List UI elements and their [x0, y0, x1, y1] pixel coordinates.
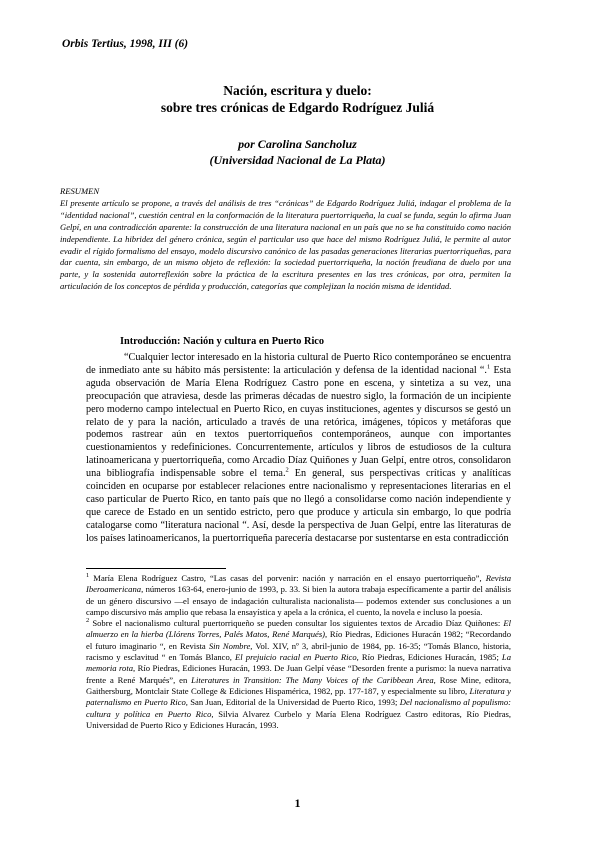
footnote-text: , Silvia Alvarez Curbelo y María Elena Rodríguez Castro editoras, Río Piedras, Universidad de Puerto Rico y Ediciones Huracán, 1993.: [86, 708, 511, 730]
body-text-part: “Cualquier lector interesado en la historia cultural de Puerto Rico contemporáneo se encuentra de inmediato ante su hábito más persistente: la articulación y defensa de la identidad nacional “.: [86, 352, 511, 376]
body-paragraph: [86, 352, 511, 546]
footnote-text: , Río Piedras, Ediciones Huracán, 1985;: [356, 652, 502, 663]
abstract-text: El presente artículo se propone, a través del análisis de tres “crónicas” de Edgardo Rodríguez Juliá, indagar el problema de la “identidad nacional”, cuestión central en la conformación de la literatura puertorriqueña, la cual se funda, según lo afirma Juan Gelpí, en una contradicción aparente: la construcción de una literatura nacional en un país que no se ha constituido como nación independiente. La hibridez del género crónica, según el particular uso que hace del mismo Rodríguez Juliá, le permite al autor evadir el rígido formalismo del ensayo, modelo discursivo canónico de las pasadas generaciones literarias puertorriqueñas, para dar cuenta, sin embargo, de un mismo objeto de reflexión: la sociedad puertorriqueña, la noción freudiana de duelo por una parte, y la sostenida autorreflexión sobre la práctica de la escritura presentes en las tres crónicas, por otra, permiten la articulación de los conceptos de pérdida y producción, categorías que complejizan la noción misma de identidad.: [60, 197, 511, 292]
footnote-title: Sin Nombre: [208, 640, 251, 651]
footnote-text: , números 163-64, enero-junio de 1993, p. 33. Si bien la autora trabaja específicamente a partir del análisis de un género discursivo —el ensayo de indagación culturalista nacionalista— podemos extender sus conclusiones a un campo discursivo más amplio que rebasa la ensayística y apela a la crónica, el cuento, la novela e incluso la poesía.: [86, 584, 511, 617]
abstract-label: RESUMEN: [60, 186, 100, 196]
footnote-text: , Rose Mine, editora, Gaithersburg, Montclair State College & Ediciones Hispamérica, 1982, pp. 177-187, y especialmente su libro,: [86, 674, 511, 696]
footnote-text: , Vol. XIV, nº 3, abril-junio de 1984, pp. 16-35; “Tomás Blanco, historia, racismo y esclavitud “ en Tomás Blanco,: [86, 640, 511, 663]
author-block: [60, 136, 535, 168]
title-line-2: sobre tres crónicas de Edgardo Rodríguez Juliá: [160, 100, 435, 115]
page-number: 1: [294, 796, 301, 810]
footnote-ref-2[interactable]: 2: [285, 466, 289, 474]
footnote-title: Del nacionalismo al populismo: cultura y política en Puerto Rico: [86, 697, 511, 719]
footnote-text: María Elena Rodríguez Castro, “Las casas del porvenir: nación y narración en el ensayo puertorriqueño”,: [89, 573, 486, 583]
section-heading: Introducción: Nación y cultura en Puerto Rico: [120, 336, 325, 347]
body-text-part: En general, sus perspectivas críticas y analíticas coinciden en ocuparse por establecer relaciones entre nacionalismo y representaciones literarias en el caso particular de Puerto Rico, en tanto país que no llegó a consolidarse como nación independiente y que carece de Estado en un sentido estricto, pero que produce y articula sin embargo, lo que podría catalogarse como “literatura nacional “. Así, desde la perspectiva de Juan Gelpí, entre las literaturas de los países latinoamericanos, la puertorriqueña parecería destacarse por sustentarse en esta contradicción: [86, 468, 512, 544]
footnote-number: 1: [86, 572, 90, 580]
footnote-2: [86, 618, 511, 731]
footnote-1: [86, 573, 511, 618]
footnote-title: La memoria rota: [86, 652, 511, 674]
footnote-title: Literatures in Transition: The Many Voices of the Caribbean Area: [191, 674, 434, 685]
abstract: [60, 186, 511, 293]
footnote-text: , Río Piedras, Ediciones Huracán 1982; “Recordando el futuro imaginario “, en Revista: [86, 629, 511, 651]
footnote-text: , San Juan, Editorial de la Universidad de Puerto Rico, 1993;: [185, 697, 400, 708]
footnotes: [86, 573, 511, 731]
journal-header: Orbis Tertius, 1998, III (6): [62, 38, 189, 50]
footnote-title: El prejuicio racial en Puerto Rico: [235, 652, 357, 663]
footnote-title: Literatura y paternalismo en Puerto Rico: [86, 685, 511, 708]
author-name: por Carolina Sancholuz: [238, 137, 357, 151]
footnote-title: El almuerzo en la hierba (Llórens Torres, Palés Matos, René Marqués): [86, 618, 511, 640]
article-title: [60, 82, 535, 116]
footnote-number: 2: [86, 617, 90, 625]
title-line-1: Nación, escritura y duelo:: [223, 83, 372, 98]
footnote-ref-1[interactable]: 1: [486, 363, 491, 371]
footnote-text: , Río Piedras, Ediciones Huracán, 1993. De Juan Gelpí véase “Desorden frente a purismo: la nueva narrativa frente a René Marqués”, en: [86, 663, 511, 685]
author-affiliation: (Universidad Nacional de La Plata): [209, 153, 386, 167]
footnote-text: Sobre el nacionalismo cultural puertorriqueño se pueden consultar los siguientes textos de Arcadio Díaz Quiñones:: [89, 618, 504, 629]
footnote-title: Revista Iberoamericana: [86, 573, 511, 595]
body-text: [86, 352, 511, 546]
footnote-divider: [86, 568, 226, 569]
body-text-part: Esta aguda observación de María Elena Rodríguez Castro pone en escena, y sintetiza a su vez, una preocupación que atraviesa, desde las primeras décadas de nuestro siglo, la formación de un incipiente pero moderno campo intelectual en Puerto Rico, en cuyas instituciones, agentes y discursos se gestó un relato de y para la nación, articulado a través de una retórica, imágenes, tópicos y metáforas que podemos rastrear aún en textos puertorriqueños contemporáneos, aunque con importantes cuestionamientos y redefiniciones. Concurrentemente, artículos y libros de estudiosos de la cultura latinoamericana y puertorriqueña, como Arcadio Díaz Quiñones y Juan Gelpí, entre otros, consolidaron una bibliografía indispensable sobre el tema.: [86, 364, 511, 480]
